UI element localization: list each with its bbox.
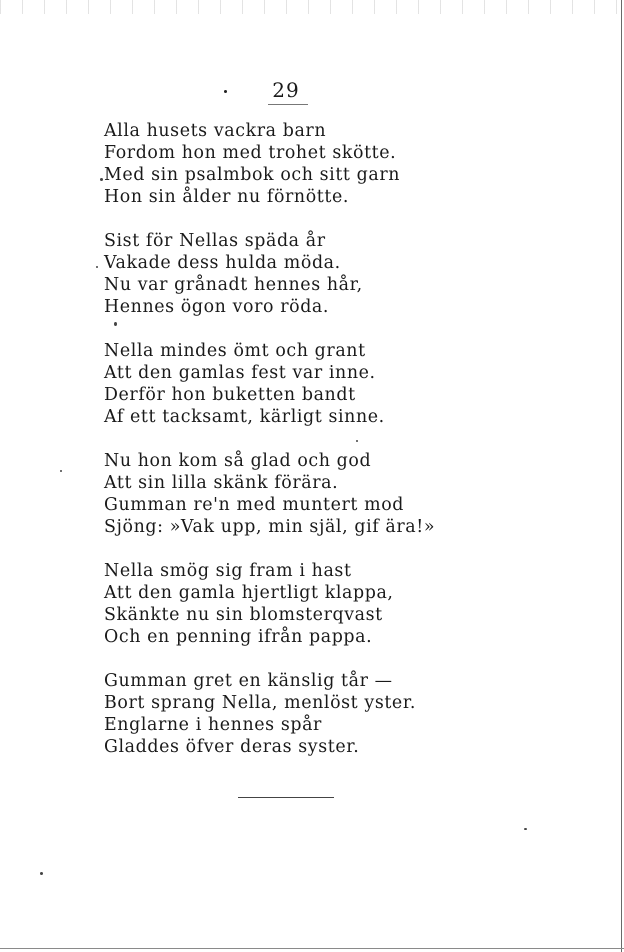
poem-line: Att sin lilla skänk förära. <box>104 473 339 493</box>
poem-line: Vakade dess hulda möda. <box>104 253 341 273</box>
poem-line: Derför hon buketten bandt <box>104 385 356 405</box>
poem-line: Och en penning ifrån pappa. <box>104 627 373 647</box>
poem-line: Hon sin ålder nu förnötte. <box>104 187 349 207</box>
poem-line: Nu hon kom så glad och god <box>104 451 372 471</box>
speck <box>40 872 43 875</box>
page-number-rule <box>268 104 308 105</box>
poem-line: Gumman re'n med muntert mod <box>104 495 405 515</box>
poem-line: Sist för Nellas späda år <box>104 231 326 251</box>
poem-line: Hennes ögon voro röda. <box>104 297 330 317</box>
poem-line: Nella mindes ömt och grant <box>104 341 366 361</box>
page-bottom-edge <box>0 948 624 949</box>
poem-line: Nu var grånadt hennes hår, <box>104 275 363 295</box>
page-number: 29 <box>272 78 300 102</box>
stanza <box>104 340 434 428</box>
poem-line: Nella smög sig fram i hast <box>104 561 352 581</box>
speck <box>100 178 103 181</box>
poem-line: Med sin psalmbok och sitt garn <box>104 165 401 185</box>
stanza <box>104 120 434 208</box>
stanza <box>104 670 434 758</box>
speck <box>60 470 62 472</box>
stanza <box>104 450 434 538</box>
poem-line: Af ett tacksamt, kärligt sinne. <box>104 407 385 427</box>
stanza <box>104 230 434 318</box>
poem-line: Englarne i hennes spår <box>104 715 322 735</box>
page-top-edge <box>0 0 624 14</box>
poem-line: Att den gamla hjertligt klappa, <box>104 583 394 603</box>
poem-line: Sjöng: »Vak upp, min själ, gif ära!» <box>104 517 436 537</box>
poem-line: Alla husets vackra barn <box>104 121 327 141</box>
poem-line: Gumman gret en känslig tår — <box>104 671 393 691</box>
poem-line: Bort sprang Nella, menlöst yster. <box>104 693 416 713</box>
poem-line: Skänkte nu sin blomsterqvast <box>104 605 383 625</box>
stanza <box>104 560 434 648</box>
end-rule <box>238 797 334 798</box>
speck <box>96 266 98 268</box>
poem-line: Gladdes öfver deras syster. <box>104 737 360 757</box>
print-dot <box>224 90 227 93</box>
speck <box>524 828 527 830</box>
poem <box>104 120 434 780</box>
poem-line: Att den gamlas fest var inne. <box>104 363 376 383</box>
speck <box>114 322 117 326</box>
poem-line: Fordom hon med trohet skötte. <box>104 143 397 163</box>
speck <box>356 440 358 442</box>
page-right-edge <box>621 0 622 952</box>
